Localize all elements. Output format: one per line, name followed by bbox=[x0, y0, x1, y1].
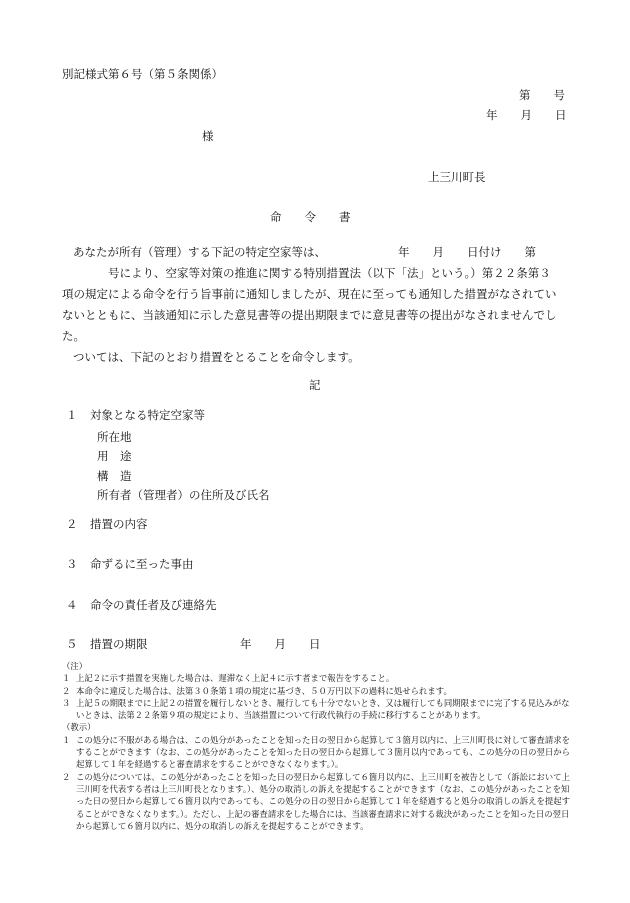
body-line-6: ついては、下記のとおり措置をとることを命令します。 bbox=[73, 350, 360, 364]
sub-item-structure: 構 造 bbox=[97, 469, 132, 483]
instruction-text: この処分については、この処分があったことを知った日の翌日から起算して６箇月以内に、上三川町を被告として（訴訟において上三川町を代表する者は上三川町長となります。）、処分の取消しの訴えを提起することができます（なお、この処分があったことを知った日の翌日から起算して６箇月以内であっても、この処分の日の翌日から起算して１年を経過すると処分の取消しの訴えを提起することができなくなります。）。ただし、上記の審査請求をした場合には、当該審査請求に対する裁決があったことを知った日の翌日から起算して６箇月以内に、処分の取消しの訴えを提起することができます。 bbox=[76, 771, 571, 831]
body-line-5: た。 bbox=[62, 329, 85, 343]
instruction-item bbox=[62, 734, 576, 771]
item-5-number: ５ bbox=[66, 637, 78, 651]
item-3-number: ３ bbox=[66, 557, 78, 571]
item-2-label: 措置の内容 bbox=[90, 517, 148, 531]
sub-item-location: 所在地 bbox=[97, 430, 132, 444]
item-5-deadline-date: 年 月 日 bbox=[240, 637, 321, 651]
notes-heading: （注） bbox=[62, 661, 88, 671]
note-text: 本命令に違反した場合は、法第３０条第１項の規定に基づき、５０万円以下の過料に処せられます。 bbox=[76, 685, 452, 696]
document-title: 命 令 書 bbox=[270, 210, 351, 224]
instruction-item bbox=[62, 771, 576, 832]
issuer-name: 上三川町長 bbox=[428, 170, 486, 184]
item-5-label: 措置の期限 bbox=[90, 637, 148, 651]
body-line-1a: あなたが所有（管理）する下記の特定空家等は、 bbox=[73, 245, 326, 259]
note-text: 上記２に示す措置を実施した場合は、遅滞なく上記４に示す者まで報告をすること。 bbox=[76, 673, 395, 684]
item-1-number: １ bbox=[66, 408, 78, 422]
document-number-line: 第 号 bbox=[519, 88, 565, 102]
instruction-text: この処分に不服がある場合は、この処分があったことを知った日の翌日から起算して３箇月以内に、上三川町長に対して審査請求をすることができます（なお、この処分があったことを知った日の翌日から起算して３箇月以内であっても、この処分の日の翌日から起算して１年を経過すると審査請求をすることができなくなります。）。 bbox=[76, 734, 571, 770]
body-line-1b: 年 月 日付け 第 bbox=[398, 245, 536, 259]
ki-heading: 記 bbox=[309, 378, 321, 392]
item-2-number: ２ bbox=[66, 517, 78, 531]
item-4-number: ４ bbox=[66, 598, 78, 612]
body-line-3: 項の規定による命令を行う旨事前に通知しましたが、現在に至っても通知した措置がなされてい bbox=[62, 287, 557, 301]
body-line-4: ないとともに、当該通知に示した意見書等の提出期限までに意見書等の提出がなされませんでし bbox=[62, 308, 557, 322]
form-label: 別記様式第６号（第５条関係） bbox=[62, 67, 223, 81]
note-item bbox=[62, 697, 576, 722]
sub-item-use: 用 途 bbox=[97, 449, 132, 463]
item-3-label: 命ずるに至った事由 bbox=[90, 557, 194, 571]
body-paragraph bbox=[62, 242, 562, 368]
note-text: 上記５の期限までに上記２の措置を履行しないとき、履行しても十分でないとき、又は履行しても同期限までに完了する見込みがないときは、法第２２条第９項の規定により、当該措置について行政代執行の手続に移行することがあります。 bbox=[76, 697, 570, 721]
instruction-number: ２ bbox=[62, 771, 71, 782]
sub-item-owner: 所有者（管理者）の住所及び氏名 bbox=[97, 488, 270, 502]
notes-section bbox=[62, 660, 576, 832]
note-item bbox=[62, 672, 576, 684]
document-date-line: 年 月 日 bbox=[486, 108, 567, 122]
note-number: １ bbox=[62, 673, 71, 684]
note-number: ２ bbox=[62, 685, 71, 696]
item-4-label: 命令の責任者及び連絡先 bbox=[90, 598, 217, 612]
instruction-number: １ bbox=[62, 734, 71, 745]
item-1-label: 対象となる特定空家等 bbox=[90, 408, 205, 422]
instructions-heading: （教示） bbox=[62, 722, 96, 733]
addressee-suffix: 様 bbox=[202, 129, 214, 143]
body-line-2: 号により、空家等対策の推進に関する特別措置法（以下「法」という。）第２２条第３ bbox=[108, 266, 551, 280]
note-item bbox=[62, 685, 576, 697]
note-number: ３ bbox=[62, 697, 71, 708]
